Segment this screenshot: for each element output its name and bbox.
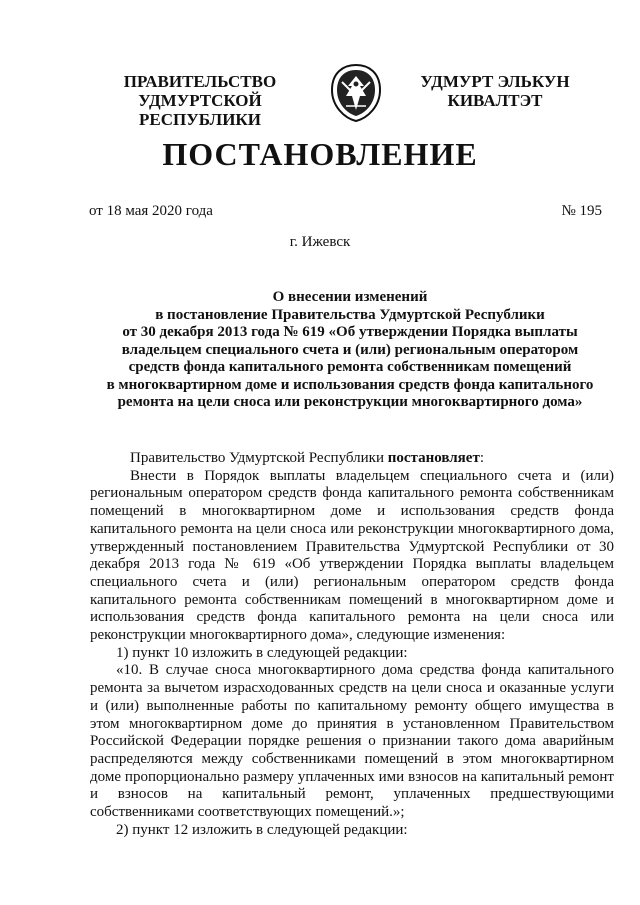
intro-text: Правительство Удмуртской Республики (130, 450, 388, 466)
issuer-line-2: УДМУРТСКОЙ РЕСПУБЛИКИ (138, 91, 262, 129)
subject-line: средств фонда капитального ремонта собственникам помещений (128, 359, 572, 375)
issuer-line-1: ПРАВИТЕЛЬСТВО (123, 72, 277, 91)
subject-line: от 30 декабря 2013 года № 619 «Об утверждении Порядка выплаты (122, 324, 578, 340)
resolution-paragraph-1: Внести в Порядок выплаты владельцем специального счета и (или) региональным оператором средств фонда капитального ремонта собственникам помещений в многоквартирном доме и использования средств фонда капитального ремонта на цели сноса или реконструкции многоквартирного дома, утвержденный постановлением Правительства Удмуртской Республики от 30 декабря 2013 года № 619 «Об утверждении Порядка выплаты владельцем специального счета и (или) региональным оператором средств фонда капитального ремонта собственникам помещений в многоквартирном доме и использования средств фонда капитального ремонта на цели сноса или реконструкции многоквартирного дома», следующие изменения: (90, 467, 614, 644)
document-subject (90, 289, 610, 412)
subject-line: в многоквартирном доме и использования средств фонда капитального (106, 376, 594, 393)
intro-verb: постановляет (387, 450, 480, 466)
issuer-udmurt-line-1: УДМУРТ ЭЛЬКУН (420, 72, 570, 91)
document-number: № 195 (561, 203, 602, 219)
document-title: ПОСТАНОВЛЕНИЕ (162, 136, 478, 172)
subject-line: в постановление Правительства Удмуртской Республики (155, 306, 545, 323)
document-header (0, 62, 640, 132)
issuer-udmurt-line-2: КИВАЛТЭТ (447, 91, 543, 110)
document-date: от 18 мая 2020 года (89, 203, 213, 219)
document-body (90, 450, 614, 839)
subject-line: владельцем специального счета и (или) региональным оператором (121, 341, 579, 358)
issuer-name-russian (80, 72, 320, 129)
document-city: г. Ижевск (289, 234, 351, 250)
issuer-name-udmurt (410, 72, 580, 110)
resolution-intro (90, 450, 614, 468)
coat-of-arms-icon (328, 62, 384, 124)
list-item-2: 2) пункт 12 изложить в следующей редакции: (116, 821, 408, 838)
intro-colon: : (479, 450, 484, 466)
list-item-1: 1) пункт 10 изложить в следующей редакции: (116, 644, 408, 661)
subject-line: ремонта на цели сноса или реконструкции многоквартирного дома» (117, 394, 583, 410)
subject-line: О внесении изменений (272, 289, 428, 305)
quoted-clause-10: «10. В случае сноса многоквартирного дома средства фонда капитального ремонта за вычетом израсходованных средств на цели сноса и оказанные услуги и (или) выполненные работы по капитальному ремонту общего имущества в этом многоквартирном доме до принятия в установленном Правительством Российской Федерации порядке решения о признании такого дома аварийным распределяются между собственниками помещений в этом многоквартирном доме пропорционально размеру уплаченных ими взносов на капитальный ремонт и взносов на капитальный ремонт, уплаченных предшествующими собственниками соответствующих помещений.»; (90, 662, 614, 821)
